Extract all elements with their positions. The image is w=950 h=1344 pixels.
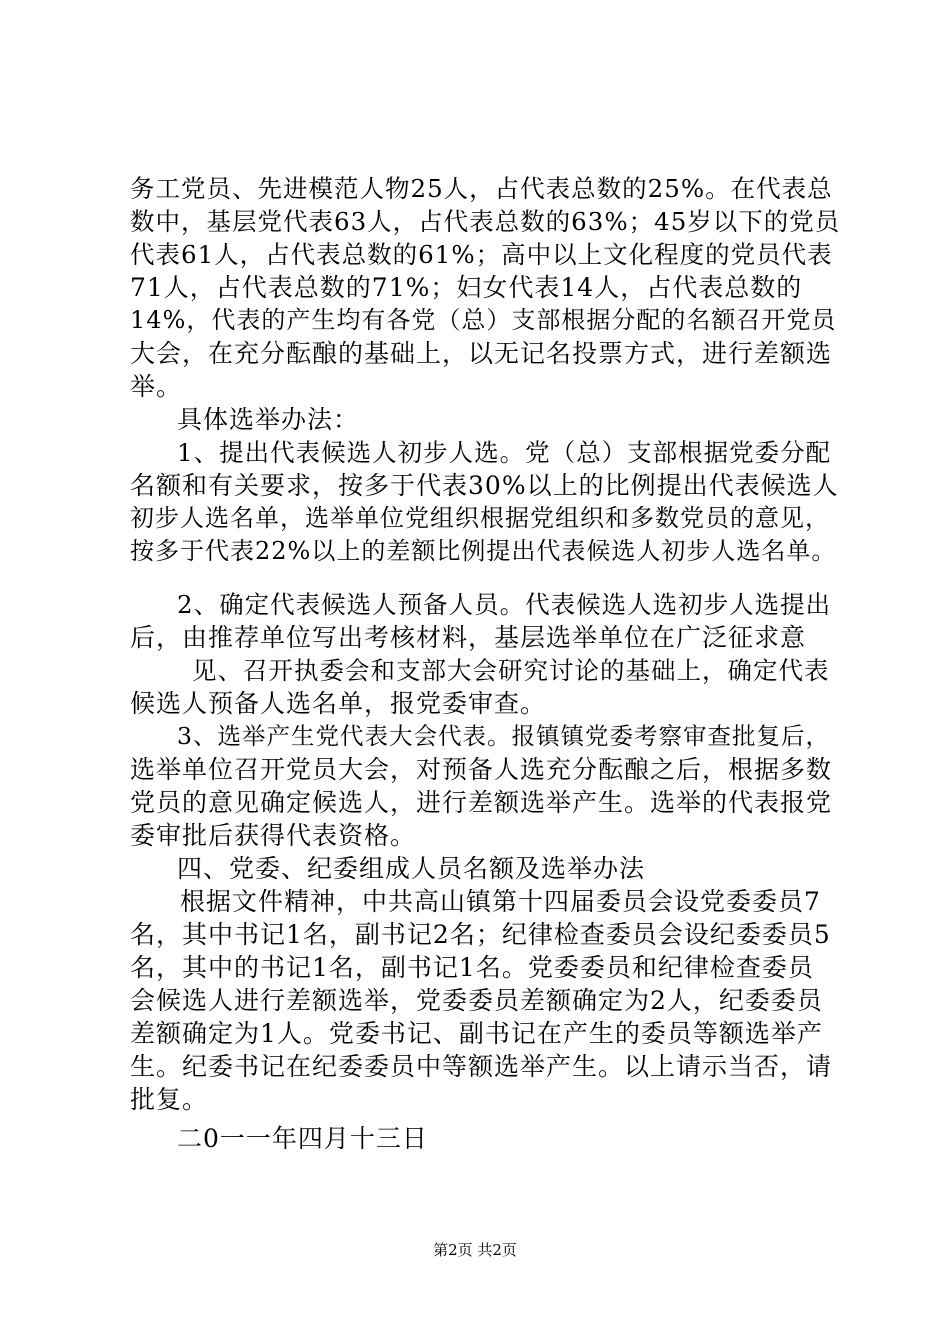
body-text-line: 举。: [130, 372, 183, 401]
document-date: 二0一一年四月十三日: [177, 1124, 428, 1153]
body-text-line: 14%，代表的产生均有各党（总）支部根据分配的名额召开党员: [130, 306, 837, 334]
body-text-line: 1、提出代表候选人初步人选。党（总）支部根据党委分配: [177, 438, 832, 467]
body-text-line: 大会，在充分酝酿的基础上，以无记名投票方式，进行差额选: [130, 339, 833, 368]
body-text-line: 名，其中的书记1名，副书记1名。党委委员和纪律检查委员: [130, 953, 814, 982]
body-text-line: 会候选人进行差额选举，党委委员差额确定为2人，纪委委员: [130, 986, 823, 1015]
body-text-line: 后，由推荐单位写出考核材料，基层选举单位在广泛征求意: [130, 623, 807, 652]
body-text-line: 务工党员、先进模范人物25人，占代表总数的25%。在代表总: [130, 174, 833, 203]
body-text-line: 生。纪委书记在纪委委员中等额选举产生。以上请示当否，请: [130, 1052, 833, 1081]
body-text-line: 见、召开执委会和支部大会研究讨论的基础上，确定代表: [192, 656, 830, 685]
body-text-line: 代表61人，占代表总数的61%；高中以上文化程度的党员代表: [130, 240, 833, 269]
body-text-line: 数中，基层党代表63人，占代表总数的63%；45岁以下的党员: [130, 207, 841, 236]
body-text-line: 名，其中书记1名，副书记2名；纪律检查委员会设纪委委员5: [130, 920, 831, 949]
body-text-line: 2、确定代表候选人预备人员。代表候选人选初步人选提出: [177, 590, 832, 619]
section-heading: 具体选举办法：: [177, 405, 360, 434]
body-text-line: 名额和有关要求，按多于代表30%以上的比例提出代表候选人: [130, 471, 839, 500]
body-text-line: 差额确定为1人。党委书记、副书记在产生的委员等额选举产: [130, 1019, 823, 1048]
body-text-line: 候选人预备人选名单，报党委审查。: [130, 689, 547, 718]
body-text-line: 委审批后获得代表资格。: [130, 821, 417, 850]
section-heading: 四、党委、纪委组成人员名额及选举办法: [177, 854, 646, 883]
body-text-line: 71人，占代表总数的71%；妇女代表14人，占代表总数的: [130, 273, 803, 302]
body-text-line: 按多于代表22%以上的差额比例提出代表候选人初步人选名单。: [130, 537, 837, 565]
body-text-line: 批复。: [130, 1085, 209, 1114]
body-text-line: 选举单位召开党员大会，对预备人选充分酝酿之后，根据多数: [130, 755, 833, 784]
page-number-footer: 第2页 共2页: [433, 1241, 517, 1259]
body-text-line: 党员的意见确定候选人，进行差额选举产生。选举的代表报党: [130, 788, 833, 817]
body-text-line: 初步人选名单，选举单位党组织根据党组织和多数党员的意见，: [130, 504, 830, 532]
body-text-line: 3、选举产生党代表大会代表。报镇镇党委考察审查批复后，: [177, 722, 830, 750]
body-text-line: 根据文件精神，中共高山镇第十四届委员会设党委委员7: [180, 887, 821, 916]
